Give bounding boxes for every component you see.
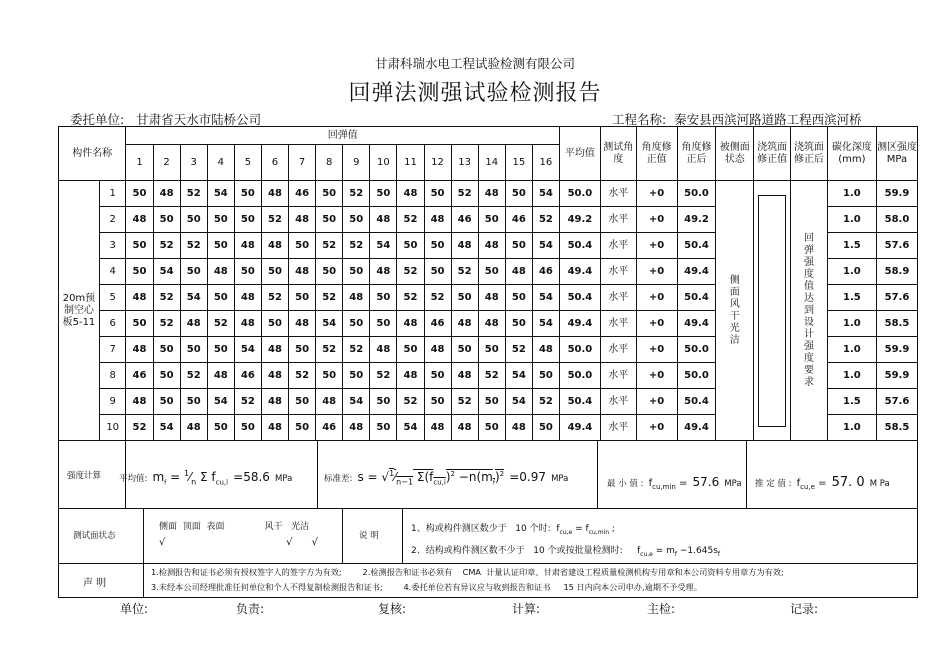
header-test-angle: 测试角度 [600, 127, 636, 181]
rebound-value: 50 [505, 285, 532, 311]
header-position: 12 [424, 145, 451, 181]
rebound-value: 50 [343, 311, 370, 337]
mean-value: =58.6 [233, 470, 270, 484]
rebound-value: 52 [424, 285, 451, 311]
header-position: 11 [397, 145, 424, 181]
rebound-value: 50 [478, 259, 505, 285]
zone-index: 9 [99, 389, 126, 415]
rebound-value: 48 [126, 207, 153, 233]
rebound-value: 48 [397, 311, 424, 337]
footer-lead: 负责: [236, 602, 265, 616]
rebound-value: 50 [126, 181, 153, 207]
rebound-value: 50 [261, 259, 288, 285]
test-angle: 水平 [600, 311, 636, 337]
min-value-block: 最 小 值 : $f_{cu,min} = 57.6$ MPa [607, 475, 742, 491]
angle-correction: +0 [636, 415, 677, 441]
min-value: 57.6 [692, 475, 720, 489]
carbonation-depth: 1.0 [827, 337, 876, 363]
company-name: 甘肃科瑞水电工程试验检测有限公司 [374, 56, 575, 71]
average-value: 50.4 [559, 285, 600, 311]
mean-formula: 平均值: $m_f$ = $^1⁄_n$ Σ $f_{cu,i} =58.6$ MPa [119, 469, 293, 487]
angle-corrected: 49.2 [677, 207, 716, 233]
rebound-value: 52 [451, 389, 478, 415]
zone-index: 1 [99, 181, 126, 207]
zone-strength: 58.5 [876, 415, 917, 441]
project-name: 秦安县西滨河路道路工程西滨河桥 [674, 112, 862, 127]
angle-correction: +0 [636, 233, 677, 259]
footer-unit: 单位: [120, 602, 149, 616]
rebound-value: 52 [234, 389, 261, 415]
rebound-value: 48 [505, 259, 532, 285]
rebound-value: 50 [505, 311, 532, 337]
rebound-value: 48 [370, 207, 397, 233]
zone-index: 4 [99, 259, 126, 285]
average-value: 50.0 [559, 363, 600, 389]
rebound-value: 52 [532, 389, 559, 415]
rebound-value: 52 [451, 181, 478, 207]
rebound-value: 50 [234, 207, 261, 233]
zone-strength: 58.5 [876, 311, 917, 337]
angle-correction: +0 [636, 311, 677, 337]
rebound-value: 48 [126, 285, 153, 311]
rebound-value: 52 [451, 259, 478, 285]
header-carb-depth: 碳化深度(mm) [827, 127, 876, 181]
header-member: 构件名称 [59, 127, 126, 181]
average-value: 49.4 [559, 415, 600, 441]
client-name: 甘肃省天水市陆桥公司 [136, 112, 262, 127]
statement-section [58, 564, 918, 598]
rebound-value: 50 [370, 181, 397, 207]
rebound-value: 50 [343, 259, 370, 285]
carbonation-depth: 1.0 [827, 415, 876, 441]
zone-index: 5 [99, 285, 126, 311]
zone-index: 3 [99, 233, 126, 259]
rebound-value: 50 [289, 233, 316, 259]
rebound-value: 52 [397, 285, 424, 311]
header-strength: 测区强度MPa [876, 127, 917, 181]
rebound-value: 54 [505, 363, 532, 389]
rebound-value: 54 [343, 389, 370, 415]
carbonation-depth: 1.0 [827, 259, 876, 285]
carbonation-depth: 1.0 [827, 207, 876, 233]
rebound-value: 50 [424, 181, 451, 207]
footer-record: 记录: [790, 602, 819, 616]
zone-strength: 57.6 [876, 233, 917, 259]
rebound-value: 46 [505, 207, 532, 233]
rebound-value: 52 [316, 285, 343, 311]
rebound-value: 50 [207, 207, 234, 233]
member-name: 20m预制空心板5-11 [59, 181, 100, 441]
mean-unit: MPa [275, 474, 293, 484]
rebound-value: 48 [343, 285, 370, 311]
zone-index: 8 [99, 363, 126, 389]
rebound-value: 54 [370, 233, 397, 259]
angle-corrected: 49.4 [677, 311, 716, 337]
header-surface-state: 被侧面状态 [716, 127, 754, 181]
rebound-value: 54 [207, 389, 234, 415]
average-value: 49.2 [559, 207, 600, 233]
rebound-value: 50 [316, 181, 343, 207]
zone-strength: 57.6 [876, 389, 917, 415]
rebound-value: 48 [261, 181, 288, 207]
header-position: 4 [207, 145, 234, 181]
angle-correction: +0 [636, 259, 677, 285]
pour-correction [754, 181, 791, 441]
rebound-value: 50 [424, 389, 451, 415]
rebound-value: 50 [207, 233, 234, 259]
rebound-value: 48 [207, 363, 234, 389]
zone-index: 6 [99, 311, 126, 337]
rebound-value: 52 [261, 207, 288, 233]
test-angle: 水平 [600, 363, 636, 389]
rebound-value: 54 [316, 311, 343, 337]
angle-correction: +0 [636, 389, 677, 415]
rebound-value: 50 [153, 337, 180, 363]
rebound-value: 52 [180, 233, 207, 259]
rebound-value: 48 [532, 337, 559, 363]
statement-label: 声 明 [83, 578, 107, 589]
rebound-value: 50 [478, 337, 505, 363]
angle-corrected: 49.4 [677, 259, 716, 285]
header-pour-after: 浇筑面修正后 [791, 127, 828, 181]
header-pour-corr: 浇筑面修正值 [754, 127, 791, 181]
angle-corrected: 50.4 [677, 389, 716, 415]
rebound-value: 48 [261, 363, 288, 389]
rebound-value: 48 [261, 337, 288, 363]
zone-strength: 59.9 [876, 363, 917, 389]
carbonation-depth: 1.0 [827, 311, 876, 337]
rebound-value: 48 [505, 415, 532, 441]
header-position: 5 [234, 145, 261, 181]
rebound-value: 48 [261, 233, 288, 259]
footer-review: 复核: [378, 602, 407, 616]
rebound-value: 50 [343, 207, 370, 233]
rebound-value: 48 [370, 337, 397, 363]
rebound-value: 52 [153, 311, 180, 337]
rebound-value: 48 [370, 259, 397, 285]
rebound-value: 54 [153, 415, 180, 441]
rebound-value: 52 [261, 285, 288, 311]
rebound-value: 50 [424, 233, 451, 259]
angle-correction: +0 [636, 363, 677, 389]
rebound-value: 50 [261, 311, 288, 337]
rebound-value: 50 [207, 285, 234, 311]
rebound-value: 52 [370, 363, 397, 389]
zone-strength: 58.9 [876, 259, 917, 285]
carbonation-depth: 1.0 [827, 363, 876, 389]
rebound-value: 50 [234, 259, 261, 285]
rebound-value: 48 [451, 233, 478, 259]
rebound-value: 50 [289, 337, 316, 363]
angle-correction: +0 [636, 337, 677, 363]
test-angle: 水平 [600, 259, 636, 285]
header-avg: 平均值 [559, 127, 600, 181]
rebound-value: 52 [153, 233, 180, 259]
rebound-value: 48 [478, 285, 505, 311]
test-angle: 水平 [600, 389, 636, 415]
statement-line2: 3.未经本公司经理批准任何单位和个人不得复制检测报告和证书; 4.委托单位若有异议应与收到报告和证书 15 日内向本公司申办,逾期不予受理。 [151, 582, 702, 592]
rebound-value: 50 [451, 337, 478, 363]
rebound-value: 48 [478, 311, 505, 337]
rebound-value: 48 [126, 337, 153, 363]
report-table [58, 126, 918, 441]
angle-correction: +0 [636, 207, 677, 233]
angle-corrected: 50.0 [677, 337, 716, 363]
header-rebound: 回弹值 [126, 127, 560, 145]
header-position: 1 [126, 145, 153, 181]
strength-calc-label: 强度计算 [67, 471, 102, 481]
rebound-value: 48 [424, 337, 451, 363]
angle-corrected: 49.4 [677, 415, 716, 441]
rebound-value: 50 [397, 337, 424, 363]
pour-corrected: 回弹强度值达到设计强度要求 [791, 181, 828, 441]
rebound-value: 48 [289, 207, 316, 233]
rebound-value: 52 [397, 207, 424, 233]
carbonation-depth: 1.0 [827, 181, 876, 207]
rebound-value: 52 [180, 363, 207, 389]
rebound-value: 46 [126, 363, 153, 389]
angle-corrected: 50.0 [677, 363, 716, 389]
average-value: 50.4 [559, 233, 600, 259]
rebound-value: 52 [207, 311, 234, 337]
rebound-value: 48 [451, 415, 478, 441]
rebound-value: 48 [289, 259, 316, 285]
explain-label: 说 明 [359, 531, 379, 541]
rebound-value: 48 [478, 181, 505, 207]
rebound-value: 50 [207, 415, 234, 441]
rebound-value: 46 [234, 363, 261, 389]
client-label: 委托单位: [70, 112, 125, 127]
rebound-value: 46 [424, 311, 451, 337]
rebound-value: 50 [289, 285, 316, 311]
rebound-value: 50 [126, 259, 153, 285]
rebound-value: 50 [180, 259, 207, 285]
rebound-value: 50 [505, 233, 532, 259]
surface-state: 侧面风干光洁 [716, 181, 754, 441]
rebound-value: 50 [478, 207, 505, 233]
est-value-block: 推 定 值 : $f_{cu,e} = 57$. 0 M Pa [755, 475, 890, 491]
rebound-value: 50 [153, 207, 180, 233]
zone-strength: 59.9 [876, 337, 917, 363]
rebound-value: 48 [207, 259, 234, 285]
rebound-value: 52 [478, 363, 505, 389]
surface-section [58, 509, 918, 564]
rebound-value: 52 [316, 337, 343, 363]
header-position: 8 [316, 145, 343, 181]
rebound-value: 48 [424, 207, 451, 233]
rebound-value: 50 [343, 363, 370, 389]
rebound-value: 52 [153, 285, 180, 311]
carbonation-depth: 1.5 [827, 389, 876, 415]
rebound-value: 50 [289, 389, 316, 415]
rebound-value: 54 [532, 311, 559, 337]
std-unit: MPa [551, 474, 569, 484]
rebound-value: 46 [451, 207, 478, 233]
rebound-value: 50 [126, 233, 153, 259]
rebound-value: 52 [316, 233, 343, 259]
footer-chief: 主检: [647, 602, 676, 616]
header-angle-corr: 角度修正值 [636, 127, 677, 181]
rebound-value: 52 [126, 415, 153, 441]
test-angle: 水平 [600, 181, 636, 207]
surface-checks: √ √ √ [159, 537, 318, 548]
header-position: 3 [180, 145, 207, 181]
header-position: 6 [261, 145, 288, 181]
est-value: 57. 0 [831, 475, 865, 490]
zone-index: 10 [99, 415, 126, 441]
rebound-value: 50 [234, 415, 261, 441]
rebound-value: 54 [153, 259, 180, 285]
angle-corrected: 50.4 [677, 285, 716, 311]
rebound-value: 50 [424, 363, 451, 389]
project-label: 工程名称: [612, 112, 667, 127]
rebound-value: 50 [397, 233, 424, 259]
rebound-value: 50 [370, 311, 397, 337]
rebound-value: 52 [397, 259, 424, 285]
report-title: 回弹法测强试验检测报告 [348, 81, 602, 106]
test-angle: 水平 [600, 233, 636, 259]
header-position: 9 [343, 145, 370, 181]
rebound-value: 50 [234, 181, 261, 207]
footer-calc: 计算: [512, 602, 541, 616]
rebound-value: 50 [370, 389, 397, 415]
zone-index: 7 [99, 337, 126, 363]
zone-strength: 57.6 [876, 285, 917, 311]
rebound-value: 48 [451, 363, 478, 389]
rebound-value: 52 [180, 181, 207, 207]
rebound-value: 54 [397, 415, 424, 441]
header-position: 2 [153, 145, 180, 181]
rebound-value: 50 [126, 311, 153, 337]
carbonation-depth: 1.5 [827, 285, 876, 311]
header-position: 7 [289, 145, 316, 181]
rebound-value: 50 [316, 259, 343, 285]
angle-correction: +0 [636, 285, 677, 311]
rebound-value: 48 [234, 233, 261, 259]
rebound-value: 50 [153, 363, 180, 389]
rebound-value: 54 [505, 389, 532, 415]
strength-calc-section [58, 441, 918, 509]
carbonation-depth: 1.5 [827, 233, 876, 259]
header-position: 14 [478, 145, 505, 181]
rebound-value: 50 [180, 389, 207, 415]
rebound-value: 52 [289, 363, 316, 389]
test-angle: 水平 [600, 415, 636, 441]
rebound-value: 50 [370, 285, 397, 311]
rebound-value: 48 [343, 415, 370, 441]
rebound-value: 48 [180, 311, 207, 337]
rebound-value: 48 [234, 311, 261, 337]
rebound-value: 52 [505, 337, 532, 363]
rebound-value: 54 [180, 285, 207, 311]
explain-line1: 1、构或构件测区数少于 10 个时: $f_{cu,e} = f_{cu,min}$ ; [411, 524, 615, 536]
average-value: 50.0 [559, 337, 600, 363]
rebound-value: 50 [424, 259, 451, 285]
header-position: 10 [370, 145, 397, 181]
rebound-value: 48 [424, 415, 451, 441]
rebound-value: 50 [532, 363, 559, 389]
rebound-value: 48 [261, 415, 288, 441]
rebound-value: 50 [289, 415, 316, 441]
average-value: 49.4 [559, 259, 600, 285]
table-row [59, 181, 918, 207]
angle-corrected: 50.4 [677, 233, 716, 259]
rebound-value: 52 [397, 389, 424, 415]
rebound-value: 46 [532, 259, 559, 285]
std-value: =0.97 [509, 470, 546, 484]
surface-label: 测试面状态 [73, 531, 116, 541]
rebound-value: 52 [343, 337, 370, 363]
rebound-value: 48 [126, 389, 153, 415]
rebound-value: 48 [180, 415, 207, 441]
surface-options: 侧面 顶面 表面 风干 光洁 [159, 522, 310, 532]
rebound-value: 48 [397, 363, 424, 389]
rebound-value: 50 [180, 207, 207, 233]
rebound-value: 52 [532, 207, 559, 233]
rebound-value: 50 [370, 415, 397, 441]
average-value: 50.4 [559, 389, 600, 415]
rebound-value: 54 [207, 181, 234, 207]
rebound-value: 52 [343, 181, 370, 207]
rebound-value: 48 [397, 181, 424, 207]
angle-correction: +0 [636, 181, 677, 207]
rebound-value: 46 [289, 181, 316, 207]
rebound-value: 54 [532, 181, 559, 207]
test-angle: 水平 [600, 337, 636, 363]
rebound-value: 50 [505, 181, 532, 207]
rebound-value: 50 [180, 337, 207, 363]
rebound-value: 50 [316, 207, 343, 233]
header-position: 13 [451, 145, 478, 181]
rebound-value: 50 [478, 415, 505, 441]
rebound-value: 48 [261, 389, 288, 415]
rebound-value: 48 [316, 389, 343, 415]
header-position: 16 [532, 145, 559, 181]
test-angle: 水平 [600, 207, 636, 233]
zone-strength: 59.9 [876, 181, 917, 207]
rebound-value: 48 [289, 311, 316, 337]
header-position: 15 [505, 145, 532, 181]
rebound-value: 48 [153, 181, 180, 207]
rebound-value: 54 [234, 337, 261, 363]
std-formula: 标准差: $s = √^1⁄_{n-1}$ $\Sigma(f_{cu,i})^2 -n(m_f)^2 =0.97$ MPa [324, 469, 569, 487]
explain-line2: 2、结构或构件测区数不少于 10 个或按批量检测时: $f_{cu,e} = m_f -1.645s_f$ [411, 546, 721, 558]
rebound-value: 54 [532, 285, 559, 311]
rebound-value: 50 [153, 389, 180, 415]
rebound-value: 50 [316, 363, 343, 389]
rebound-value: 54 [532, 233, 559, 259]
rebound-value: 48 [234, 285, 261, 311]
rebound-value: 50 [207, 337, 234, 363]
rebound-value: 48 [451, 311, 478, 337]
rebound-value: 50 [478, 389, 505, 415]
rebound-value: 46 [316, 415, 343, 441]
test-angle: 水平 [600, 285, 636, 311]
statement-line1: 1.检测报告和证书必须有授权签字人的签字方为有效; 2.检测报告和证书必须有 CMA 计量认证印章、甘肃省建设工程质量检测机构专用章和本公司资料专用章方为有效; [151, 567, 784, 577]
zone-strength: 58.0 [876, 207, 917, 233]
header-angle-after: 角度修正后 [677, 127, 716, 181]
rebound-value: 50 [451, 285, 478, 311]
rebound-value: 50 [532, 415, 559, 441]
average-value: 49.4 [559, 311, 600, 337]
angle-corrected: 50.0 [677, 181, 716, 207]
rebound-value: 48 [478, 233, 505, 259]
zone-index: 2 [99, 207, 126, 233]
average-value: 50.0 [559, 181, 600, 207]
rebound-value: 52 [343, 233, 370, 259]
